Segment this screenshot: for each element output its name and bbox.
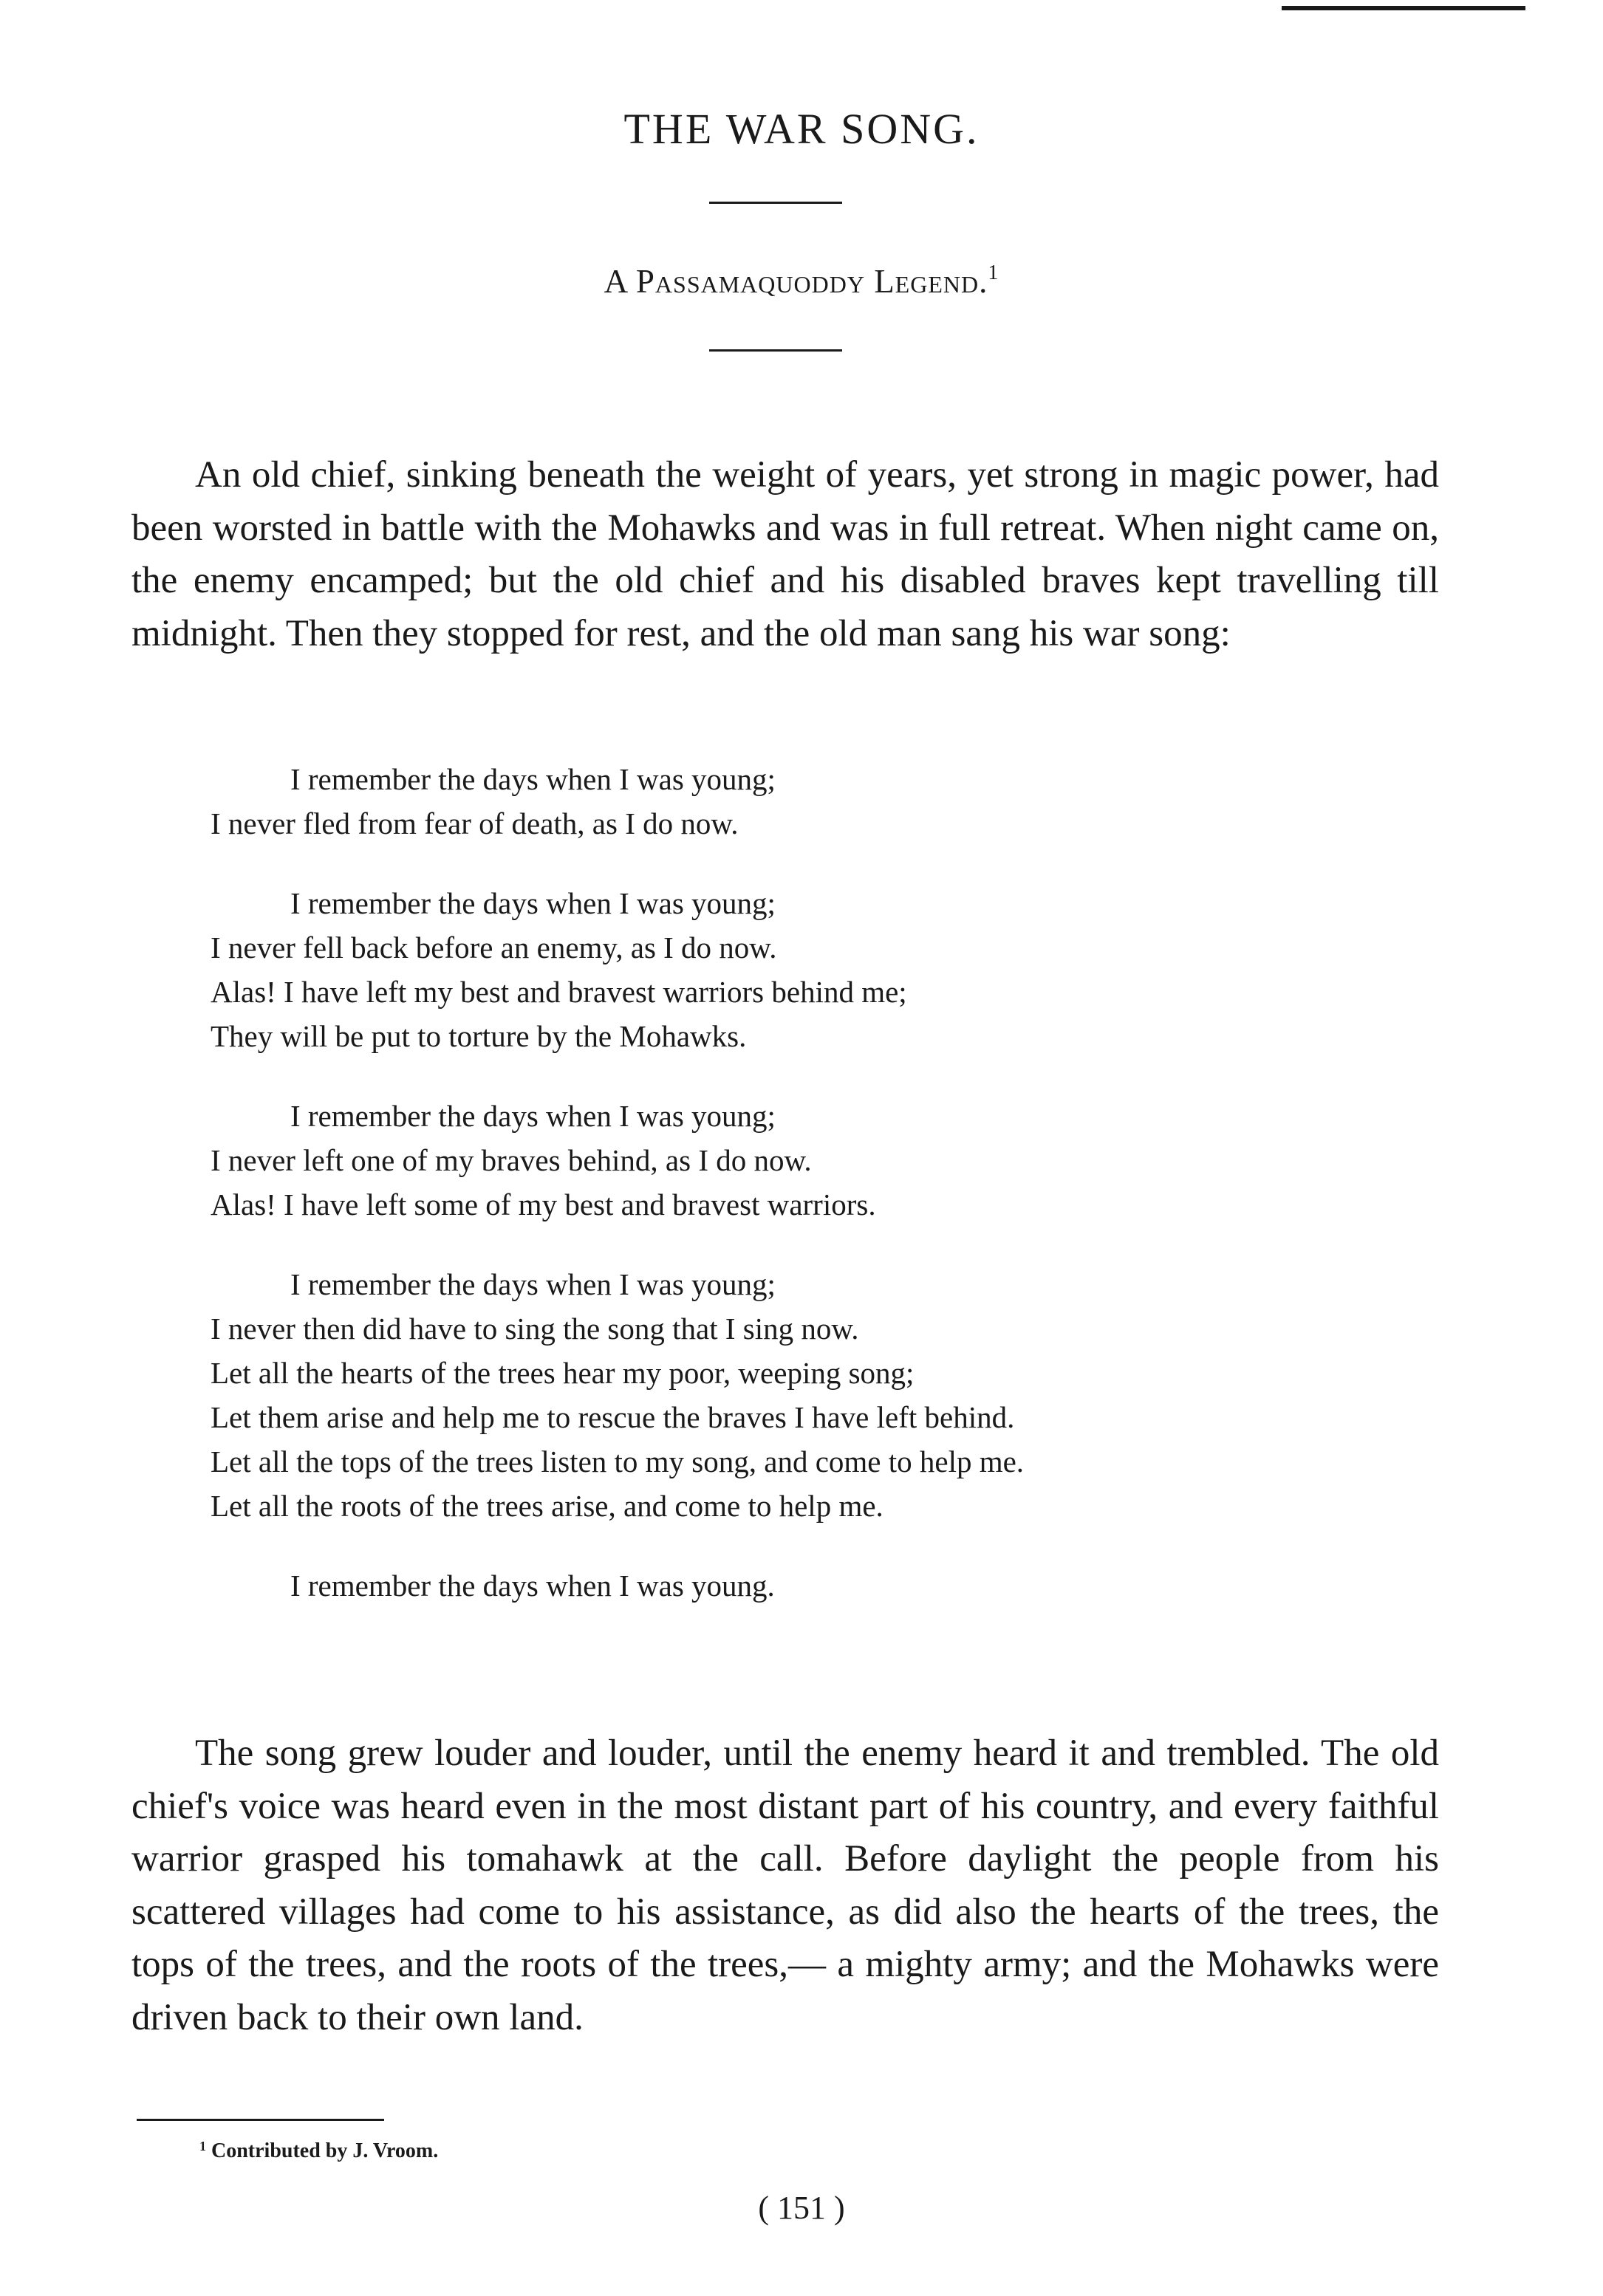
footnote-mark: 1 bbox=[199, 2139, 206, 2153]
intro-paragraph: An old chief, sinking beneath the weight of years, yet strong in magic power, had been worsted in battle with the Mohawks and was in full retreat. When night came on, the enemy encamped; but the old chief and his disabled braves kept travelling till midnight. Then they stopped for rest, and the old man sang his war song: bbox=[131, 454, 1439, 654]
top-edge-rule bbox=[1282, 6, 1525, 10]
poem-line: Alas! I have left my best and bravest warriors behind me; bbox=[211, 975, 907, 1009]
poem-stanza bbox=[211, 1094, 1466, 1227]
poem-stanza bbox=[211, 881, 1466, 1058]
poem-line: Let all the tops of the trees listen to my song, and come to help me. bbox=[211, 1445, 1025, 1478]
poem-stanza bbox=[211, 757, 1466, 846]
poem-line: I remember the days when I was young; bbox=[290, 1267, 776, 1301]
footnote-text: Contributed by J. Vroom. bbox=[211, 2139, 439, 2162]
subtitle-divider bbox=[709, 349, 842, 352]
poem-line: Alas! I have left some of my best and bravest warriors. bbox=[211, 1188, 876, 1221]
poem-line: They will be put to torture by the Mohawks. bbox=[211, 1019, 747, 1053]
subtitle-text: A Passamaquoddy Legend. bbox=[604, 263, 988, 300]
poem-line: I remember the days when I was young; bbox=[290, 886, 776, 920]
poem-line: I never then did have to sing the song that I sing now. bbox=[211, 1312, 859, 1346]
poem-line: Let them arise and help me to rescue the braves I have left behind. bbox=[211, 1400, 1015, 1434]
war-song-poem bbox=[211, 757, 1466, 1643]
footnote-reference: 1 bbox=[988, 261, 999, 284]
chapter-title: THE WAR SONG. bbox=[623, 105, 980, 153]
page-number: ( 151 ) bbox=[758, 2190, 845, 2226]
poem-line: I remember the days when I was young. bbox=[290, 1569, 775, 1603]
poem-line: Let all the hearts of the trees hear my poor, weeping song; bbox=[211, 1356, 915, 1390]
poem-line: I remember the days when I was young; bbox=[290, 762, 776, 796]
poem-stanza bbox=[211, 1563, 1466, 1608]
poem-line: Let all the roots of the trees arise, and come to help me. bbox=[211, 1489, 883, 1523]
poem-stanza bbox=[211, 1262, 1466, 1528]
footnote-divider bbox=[137, 2119, 384, 2121]
poem-line: I remember the days when I was young; bbox=[290, 1099, 776, 1133]
poem-line: I never left one of my braves behind, as I do now. bbox=[211, 1143, 812, 1177]
closing-paragraph: The song grew louder and louder, until the enemy heard it and trembled. The old chief's voice was heard even in the most distant part of his country, and every faithful warrior grasped his tomahawk at the call. Before daylight the people from his scattered villages had come to his assistance, as did also the hearts of the trees, the tops of the trees, and the roots of the trees,— a mighty army; and the Mohawks were driven back to their own land. bbox=[131, 1733, 1439, 2038]
poem-line: I never fell back before an enemy, as I do now. bbox=[211, 931, 777, 964]
footnote bbox=[199, 2131, 438, 2166]
title-divider bbox=[709, 202, 842, 204]
poem-line: I never fled from fear of death, as I do now. bbox=[211, 806, 739, 840]
chapter-subtitle bbox=[0, 251, 1603, 304]
